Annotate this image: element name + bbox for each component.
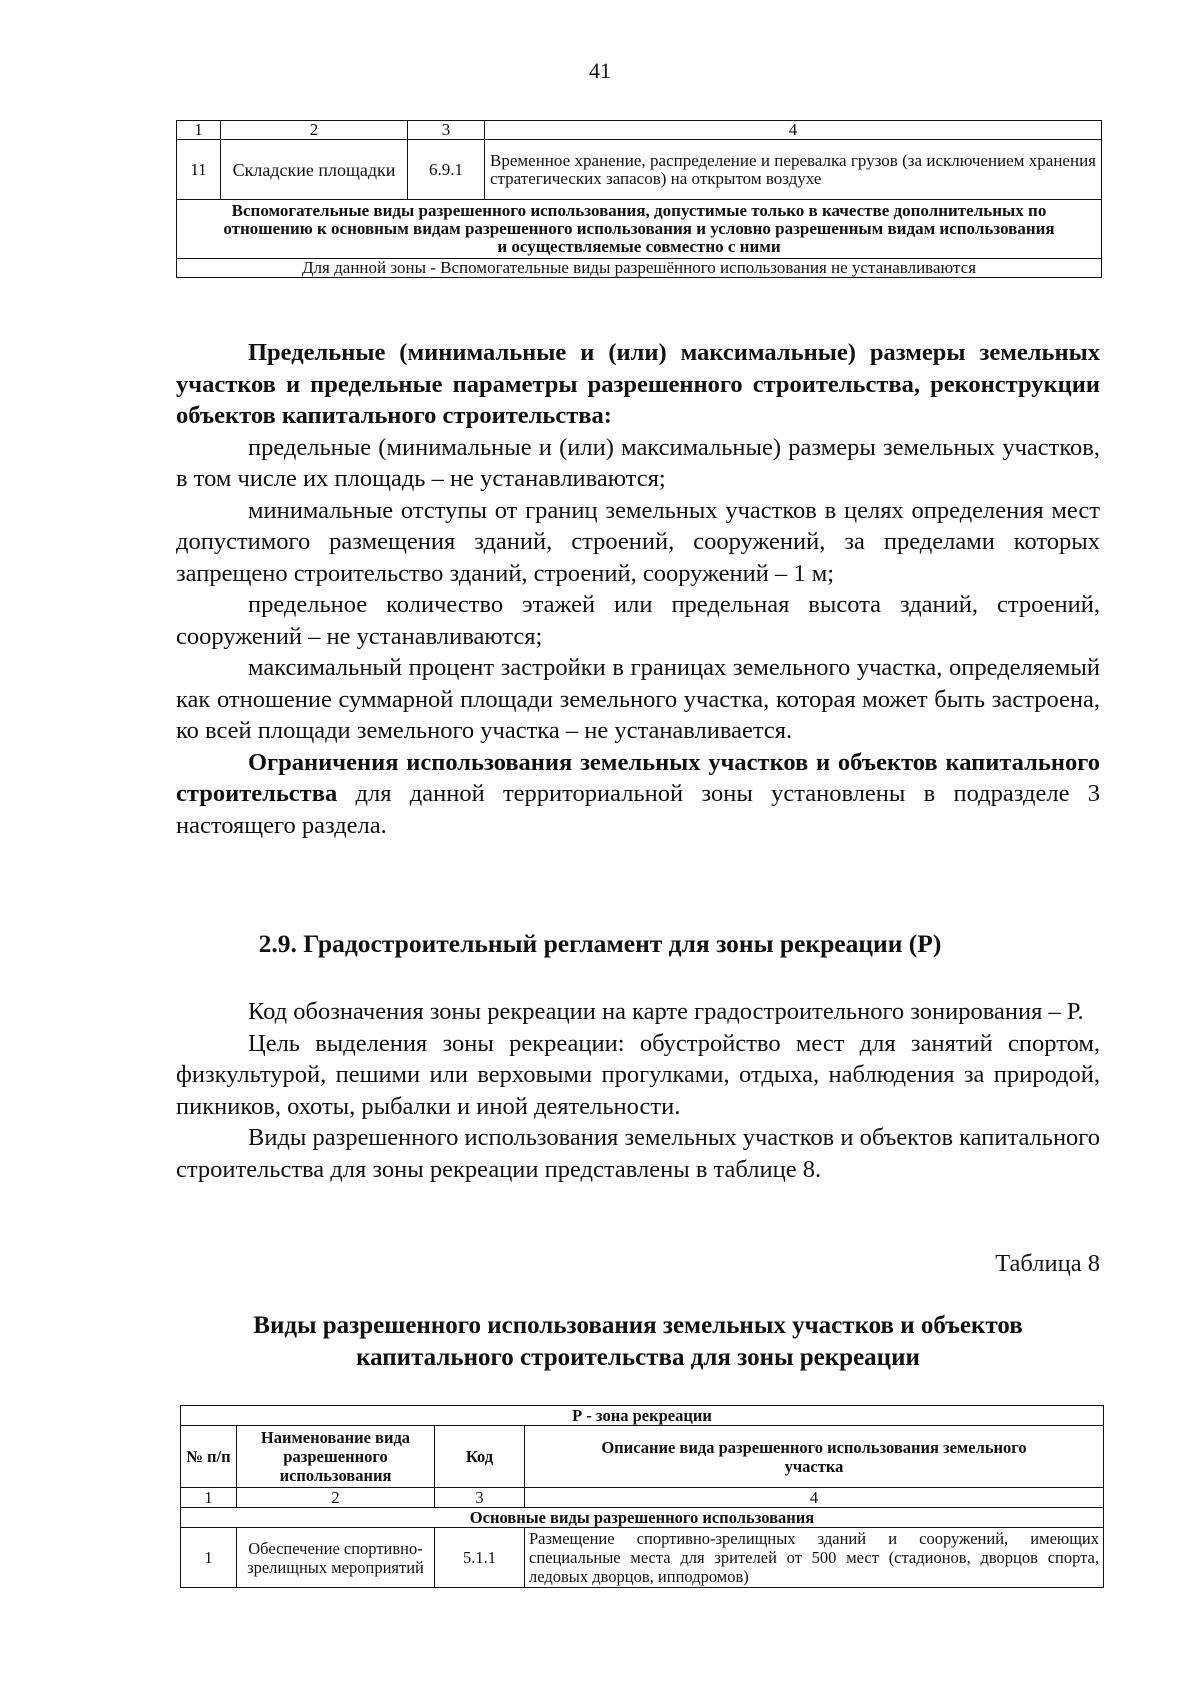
- aux-uses-note: Для данной зоны - Вспомогательные виды разрешённого использования не устанавливаются: [177, 259, 1102, 278]
- paragraph: Виды разрешенного использования земельных участков и объектов капитального строительства для зоны рекреации представлены в таблице 8.: [176, 1124, 1100, 1183]
- recreation-zone-section: [176, 996, 1100, 1185]
- restrictions-lead: Ограничения использования земельных участков и объектов капитального строительства: [176, 748, 1100, 807]
- header-name: Наименование вида разрешенного использования: [237, 1426, 435, 1488]
- header-num: № п/п: [181, 1426, 237, 1488]
- section-row: [181, 1508, 1104, 1528]
- main-uses-heading: Основные виды разрешенного использования: [181, 1508, 1104, 1528]
- use-type-name: Обеспечение спортивно-зрелищных мероприятий: [237, 1528, 435, 1588]
- column-number: 2: [237, 1488, 435, 1508]
- header-row: [181, 1426, 1104, 1488]
- column-number: 1: [181, 1488, 237, 1508]
- paragraph: предельные (минимальные и (или) максимальные) размеры земельных участков, в том числе их площадь – не устанавливаются;: [176, 433, 1100, 492]
- row-number: 11: [177, 140, 221, 200]
- column-number: 2: [221, 121, 408, 140]
- paragraph: Код обозначения зоны рекреации на карте градостроительного зонирования – Р.: [248, 998, 1084, 1025]
- land-use-table-continued: [176, 120, 1102, 278]
- aux-uses-heading: Вспомогательные виды разрешенного использования, допустимые только в качестве дополнительных по отношению к основным видам разрешенного использования и условно разрешенным видам использования и осуществляемые совместно с ними: [177, 200, 1102, 259]
- section-heading: 2.9. Градостроительный регламент для зоны рекреации (Р): [258, 929, 942, 958]
- use-type-code: 6.9.1: [408, 140, 485, 200]
- restrictions-paragraph: [176, 747, 1100, 842]
- page-number: 41: [589, 58, 611, 83]
- column-number: 3: [408, 121, 485, 140]
- column-number: 4: [525, 1488, 1104, 1508]
- column-number: 3: [435, 1488, 525, 1508]
- paragraph: минимальные отступы от границ земельных участков в целях определения мест допустимого размещения зданий, строений, сооружений, за пределами которых запрещено строительство зданий, строений, сооружений – 1 м;: [176, 496, 1100, 587]
- zone-title: Р - зона рекреации: [181, 1406, 1104, 1426]
- parameters-heading: Предельные (минимальные и (или) максимальные) размеры земельных участков и предельные параметры разрешенного строительства, реконструкции объектов капитального строительства:: [176, 339, 1100, 429]
- paragraph: максимальный процент застройки в границах земельного участка, определяемый как отношение суммарной площади земельного участка, которая может быть застроена, ко всей площади земельного участка – не устанавливается.: [176, 654, 1100, 744]
- column-number-row: [177, 121, 1102, 140]
- column-number: 1: [177, 121, 221, 140]
- header-description: Описание вида разрешенного использования земельного участка: [525, 1426, 1104, 1488]
- aux-note-row: [177, 259, 1102, 278]
- paragraph: предельное количество этажей или предельная высота зданий, строений, сооружений – не устанавливаются;: [176, 591, 1100, 650]
- table-row: [181, 1528, 1104, 1588]
- table-title: Виды разрешенного использования земельных участков и объектов капитального строительства для зоны рекреации: [253, 1312, 1023, 1371]
- column-number-row: [181, 1488, 1104, 1508]
- table-label: Таблица 8: [995, 1250, 1100, 1277]
- column-number: 4: [485, 121, 1102, 140]
- parameters-section: [176, 337, 1100, 841]
- zone-title-row: [181, 1406, 1104, 1426]
- paragraph: Цель выделения зоны рекреации: обустройство мест для занятий спортом, физкультурой, пешими или верховыми прогулками, отдыха, наблюдения за природой, пикников, охоты, рыбалки и иной деятельности.: [176, 1029, 1100, 1120]
- aux-heading-row: [177, 200, 1102, 259]
- header-code: Код: [435, 1426, 525, 1488]
- use-type-code: 5.1.1: [435, 1528, 525, 1588]
- recreation-zone-table: [180, 1405, 1104, 1588]
- row-number: 1: [181, 1528, 237, 1588]
- restrictions-text: для данной территориальной зоны установлены в подразделе 3 настоящего раздела.: [176, 780, 1100, 839]
- use-type-name: Складские площадки: [221, 140, 408, 200]
- use-type-description: Временное хранение, распределение и перевалка грузов (за исключением хранения стратегических запасов) на открытом воздухе: [485, 140, 1102, 200]
- use-type-description: Размещение спортивно-зрелищных зданий и сооружений, имеющих специальные места для зрителей от 500 мест (стадионов, дворцов спорта, ледовых дворцов, ипподромов): [525, 1528, 1104, 1588]
- table-row: [177, 140, 1102, 200]
